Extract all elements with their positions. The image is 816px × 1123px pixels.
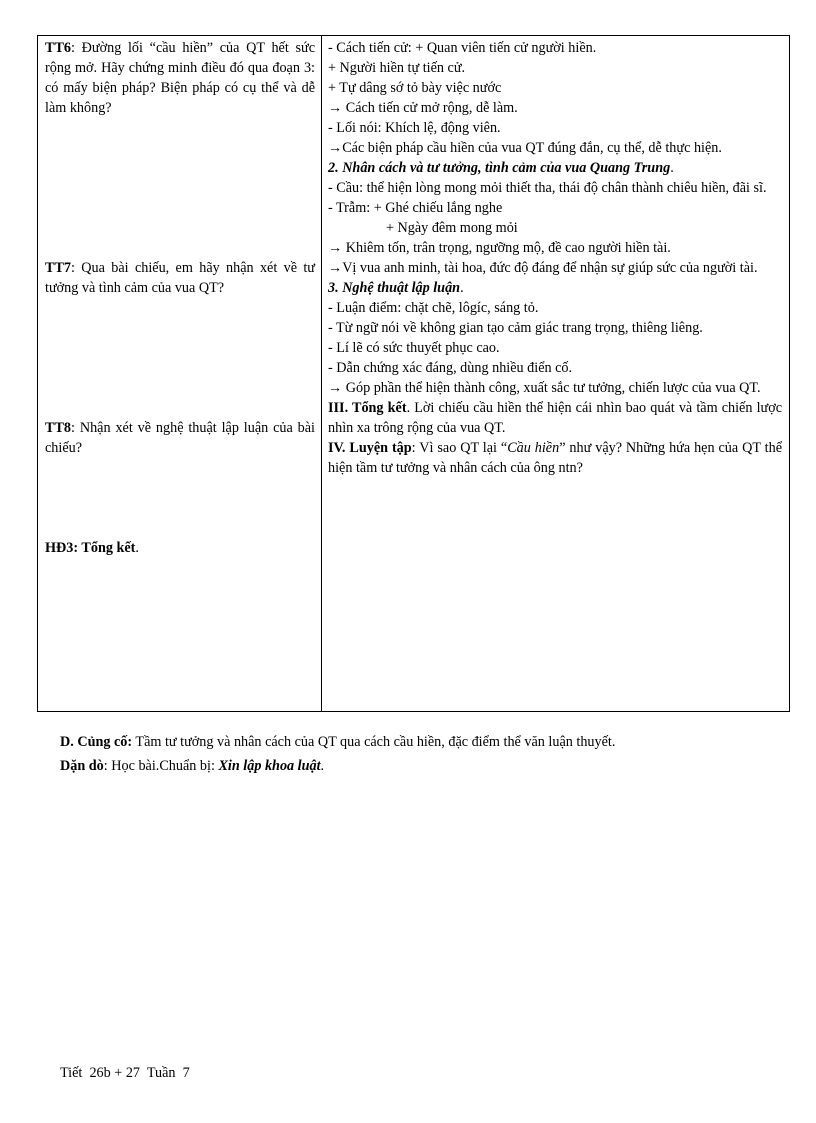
tt7-question bbox=[45, 258, 315, 418]
tt6-label: TT6 bbox=[45, 40, 72, 56]
answer-line: - Luận điểm: chặt chẽ, lôgíc, sáng tỏ. bbox=[328, 300, 539, 316]
tt7-label: TT7 bbox=[45, 260, 72, 276]
section-2-title: 2. Nhân cách và tư tưởng, tình cảm của vua Quang Trung bbox=[328, 160, 671, 176]
section-2-heading bbox=[328, 158, 782, 178]
answer-line: + Ngày đêm mong mỏi bbox=[386, 220, 518, 236]
homework-text: : Học bài.Chuẩn bị: bbox=[103, 758, 219, 774]
answer-line: - Từ ngữ nói về không gian tạo cảm giác trang trọng, thiêng liêng. bbox=[328, 320, 703, 336]
tt6-text: : Đường lối “cầu hiền” của QT hết sức rộng mở. Hãy chứng minh điều đó qua đoạn 3: có mấy biện pháp? Biện pháp có cụ thể và dễ làm không? bbox=[45, 40, 315, 116]
tt8-text: : Nhận xét về nghệ thuật lập luận của bài chiếu? bbox=[45, 420, 315, 456]
summary-heading: III. Tổng kết bbox=[328, 400, 407, 416]
answer-line: → Cách tiến cử mở rộng, dễ làm. bbox=[328, 100, 518, 116]
answer-line: →Các biện pháp cầu hiền của vua QT đúng đắn, cụ thể, dễ thực hiện. bbox=[328, 140, 722, 156]
answer-line: + Tự dâng sớ tỏ bày việc nước bbox=[328, 80, 502, 96]
answer-line: → Khiêm tốn, trân trọng, ngưỡng mộ, đề cao người hiền tài. bbox=[328, 240, 671, 256]
answers-column bbox=[328, 38, 782, 478]
answer-line: →Vị vua anh minh, tài hoa, đức độ đáng để nhận sự giúp sức của người tài. bbox=[328, 260, 758, 276]
hd3-label: HĐ3: Tổng kết bbox=[45, 540, 136, 556]
homework-dot: . bbox=[320, 758, 325, 774]
practice-text-a: : Vì sao QT lại “ bbox=[411, 440, 508, 456]
section-3-dot: . bbox=[460, 280, 464, 296]
tt8-label: TT8 bbox=[45, 420, 72, 436]
practice-quote: Cầu hiền bbox=[507, 440, 560, 456]
answer-line: - Cầu: thể hiện lòng mong mỏi thiết tha, thái độ chân thành chiêu hiền, đãi sĩ. bbox=[328, 180, 767, 196]
tt7-text: : Qua bài chiếu, em hãy nhận xét về tư tưởng và tình cảm của vua QT? bbox=[45, 260, 315, 296]
homework-line bbox=[60, 756, 324, 776]
answer-line: + Người hiền tự tiến cử. bbox=[328, 60, 466, 76]
answer-line: - Dẫn chứng xác đáng, dùng nhiều điển cố. bbox=[328, 360, 573, 376]
answer-line: - Lí lẽ có sức thuyết phục cao. bbox=[328, 340, 500, 356]
practice-text-b: ” như vậy? Những hứa hẹn của QT thể hiện tầm tư tưởng và nhân cách của ông ntn? bbox=[328, 440, 782, 476]
next-lesson-title: Xin lập khoa luật bbox=[218, 758, 321, 774]
lesson-table bbox=[37, 35, 790, 712]
consolidation-line bbox=[60, 732, 615, 752]
answer-line: - Trẫm: + Ghé chiếu lắng nghe bbox=[328, 200, 503, 216]
summary-paragraph bbox=[328, 398, 782, 438]
hd3-heading bbox=[45, 538, 315, 558]
page-footer: Tiết 26b + 27 Tuần 7 bbox=[60, 1065, 190, 1081]
consolidation-text: Tầm tư tưởng và nhân cách của QT qua cách cầu hiền, đặc điểm thể văn luận thuyết. bbox=[132, 734, 616, 750]
section-2-dot: . bbox=[670, 160, 674, 176]
tt8-question bbox=[45, 418, 315, 538]
tt6-question bbox=[45, 38, 315, 258]
column-divider bbox=[321, 36, 322, 711]
answer-line: → Góp phần thể hiện thành công, xuất sắc tư tưởng, chiến lược của vua QT. bbox=[328, 380, 761, 396]
questions-column bbox=[45, 38, 315, 558]
practice-heading: IV. Luyện tập bbox=[328, 440, 412, 456]
summary-text: . Lời chiếu cầu hiền thể hiện cái nhìn bao quát và tầm chiến lược nhìn xa trông rộng của vua QT. bbox=[328, 400, 783, 436]
section-3-heading bbox=[328, 278, 782, 298]
answer-line: - Lối nói: Khích lệ, động viên. bbox=[328, 120, 501, 136]
homework-label: Dặn dò bbox=[60, 758, 104, 774]
consolidation-label: D. Củng cố: bbox=[60, 734, 133, 750]
practice-paragraph bbox=[328, 438, 782, 478]
answer-line: - Cách tiến cử: + Quan viên tiến cử người hiền. bbox=[328, 40, 597, 56]
section-3-title: 3. Nghệ thuật lập luận bbox=[328, 280, 461, 296]
hd3-dot: . bbox=[135, 540, 139, 556]
